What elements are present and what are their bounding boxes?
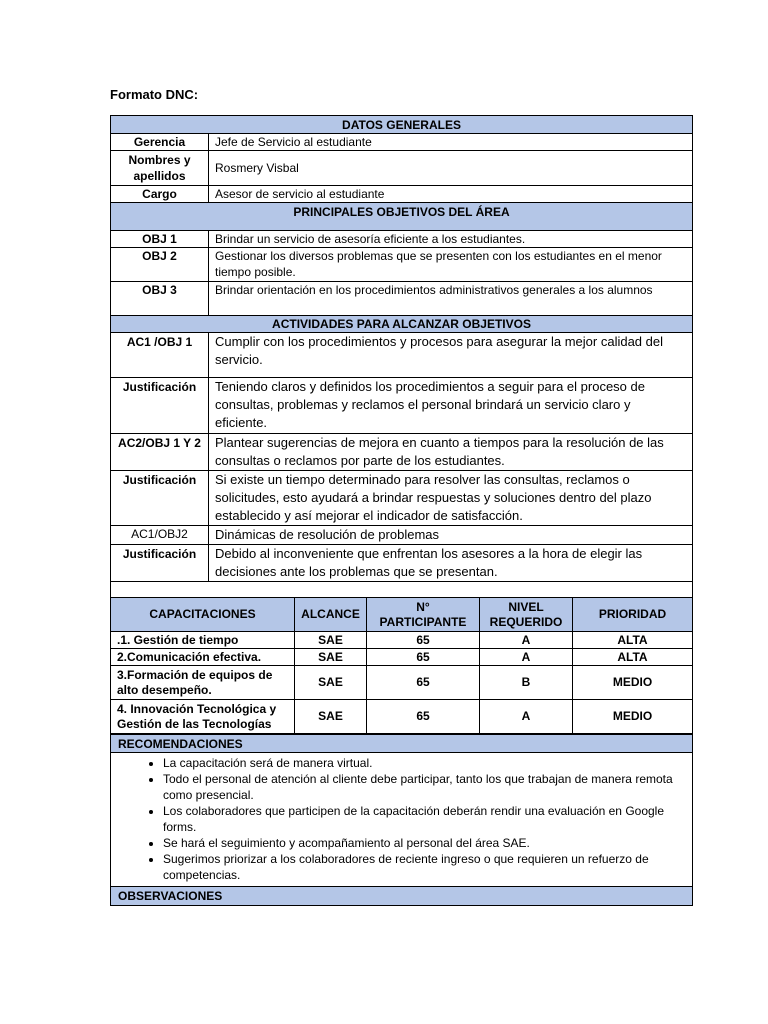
row-label: AC1/OBJ2 xyxy=(111,526,209,545)
cap-nivel: B xyxy=(480,666,573,700)
row-value: Cumplir con los procedimientos y procesos para asegurar la mejor calidad del servicio. xyxy=(209,333,693,378)
row-label: Justificación xyxy=(111,378,209,434)
objetivo-row xyxy=(111,282,693,316)
list-item: • Se hará el seguimiento y acompañamiento al personal del área SAE. xyxy=(163,835,686,851)
table-row xyxy=(111,632,693,649)
cap-prioridad: ALTA xyxy=(573,632,693,649)
datos-row-gerencia xyxy=(111,134,693,151)
row-value: Dinámicas de resolución de problemas xyxy=(209,526,693,545)
row-value: Asesor de servicio al estudiante xyxy=(209,186,693,203)
cap-alcance: SAE xyxy=(295,649,367,666)
cap-alcance: SAE xyxy=(295,700,367,734)
row-value: Teniendo claros y definidos los procedimientos a seguir para el proceso de consultas, problemas y reclamos el personal brindará un servicio claro y eficiente. xyxy=(209,378,693,434)
capacitaciones-table xyxy=(110,597,693,734)
list-item: • Todo el personal de atención al cliente debe participar, tanto los que trabajan de manera remota como presencial. xyxy=(163,771,686,803)
row-value: Gestionar los diversos problemas que se presenten con los estudiantes en el menor tiempo posible. xyxy=(209,248,693,282)
row-label: Justificación xyxy=(111,545,209,582)
cap-participantes: 65 xyxy=(367,700,480,734)
row-value: Brindar orientación en los procedimientos administrativos generales a los alumnos xyxy=(209,282,693,316)
row-label: Justificación xyxy=(111,471,209,526)
row-value: Brindar un servicio de asesoría eficiente a los estudiantes. xyxy=(209,231,693,248)
row-value: Plantear sugerencias de mejora en cuanto a tiempos para la resolución de las consultas o reclamos por parte de los estudiantes. xyxy=(209,434,693,471)
row-label: AC2/OBJ 1 Y 2 xyxy=(111,434,209,471)
cap-prioridad: MEDIO xyxy=(573,700,693,734)
col-header-capacitaciones: CAPACITACIONES xyxy=(111,598,295,632)
actividad-row xyxy=(111,526,693,545)
cap-prioridad: MEDIO xyxy=(573,666,693,700)
actividad-row xyxy=(111,471,693,526)
cap-nombre: 3.Formación de equipos de alto desempeño. xyxy=(111,666,295,700)
actividad-row xyxy=(111,545,693,582)
objetivos-header: PRINCIPALES OBJETIVOS DEL ÁREA xyxy=(111,203,693,231)
cap-nivel: A xyxy=(480,632,573,649)
objetivo-row xyxy=(111,248,693,282)
row-value: Si existe un tiempo determinado para resolver las consultas, reclamos o solicitudes, esto ayudará a brindar respuestas y soluciones dentro del plazo establecido y así mejorar el indicador de satisfacción. xyxy=(209,471,693,526)
recomendaciones-table xyxy=(110,734,693,906)
cap-participantes: 65 xyxy=(367,649,480,666)
actividad-row xyxy=(111,333,693,378)
list-item: • Sugerimos priorizar a los colaboradores de reciente ingreso o que requieren un refuerzo de competencias. xyxy=(163,851,686,883)
cap-prioridad: ALTA xyxy=(573,649,693,666)
table-row xyxy=(111,649,693,666)
row-value: Rosmery Visbal xyxy=(209,151,693,186)
datos-generales-header: DATOS GENERALES xyxy=(111,116,693,134)
document-title: Formato DNC: xyxy=(110,87,199,102)
capacitaciones-header-row xyxy=(111,598,693,632)
table-row xyxy=(111,666,693,700)
observaciones-header: OBSERVACIONES xyxy=(111,887,693,906)
recomendaciones-cell xyxy=(111,753,693,887)
table-row xyxy=(111,700,693,734)
actividad-row xyxy=(111,378,693,434)
actividad-row xyxy=(111,434,693,471)
cap-nombre: .1. Gestión de tiempo xyxy=(111,632,295,649)
actividades-header: ACTIVIDADES PARA ALCANZAR OBJETIVOS xyxy=(111,316,693,333)
list-item: • Los colaboradores que participen de la capacitación deberán rendir una evaluación en Google forms. xyxy=(163,803,686,835)
row-label: OBJ 1 xyxy=(111,231,209,248)
col-header-nivel: NIVEL REQUERIDO xyxy=(480,598,573,632)
cap-participantes: 65 xyxy=(367,632,480,649)
datos-row-nombres xyxy=(111,151,693,186)
cap-nombre: 2.Comunicación efectiva. xyxy=(111,649,295,666)
row-label: OBJ 3 xyxy=(111,282,209,316)
row-label: Gerencia xyxy=(111,134,209,151)
row-value: Jefe de Servicio al estudiante xyxy=(209,134,693,151)
col-header-participante: N° PARTICIPANTE xyxy=(367,598,480,632)
col-header-alcance: ALCANCE xyxy=(295,598,367,632)
cap-alcance: SAE xyxy=(295,666,367,700)
datos-row-cargo xyxy=(111,186,693,203)
col-header-prioridad: PRIORIDAD xyxy=(573,598,693,632)
row-label: OBJ 2 xyxy=(111,248,209,282)
objetivo-row xyxy=(111,231,693,248)
cap-nombre: 4. Innovación Tecnológica y Gestión de las Tecnologías xyxy=(111,700,295,734)
row-label: AC1 /OBJ 1 xyxy=(111,333,209,378)
cap-nivel: A xyxy=(480,700,573,734)
cap-alcance: SAE xyxy=(295,632,367,649)
row-label: Nombres y apellidos xyxy=(111,151,209,186)
list-item: • La capacitación será de manera virtual. xyxy=(163,755,686,771)
cap-nivel: A xyxy=(480,649,573,666)
row-value: Debido al inconveniente que enfrentan los asesores a la hora de elegir las decisiones ante los problemas que se presentan. xyxy=(209,545,693,582)
row-label: Cargo xyxy=(111,186,209,203)
recomendaciones-list xyxy=(111,755,686,883)
recomendaciones-header: RECOMENDACIONES xyxy=(111,735,693,753)
cap-participantes: 65 xyxy=(367,666,480,700)
dnc-main-table xyxy=(110,115,693,600)
